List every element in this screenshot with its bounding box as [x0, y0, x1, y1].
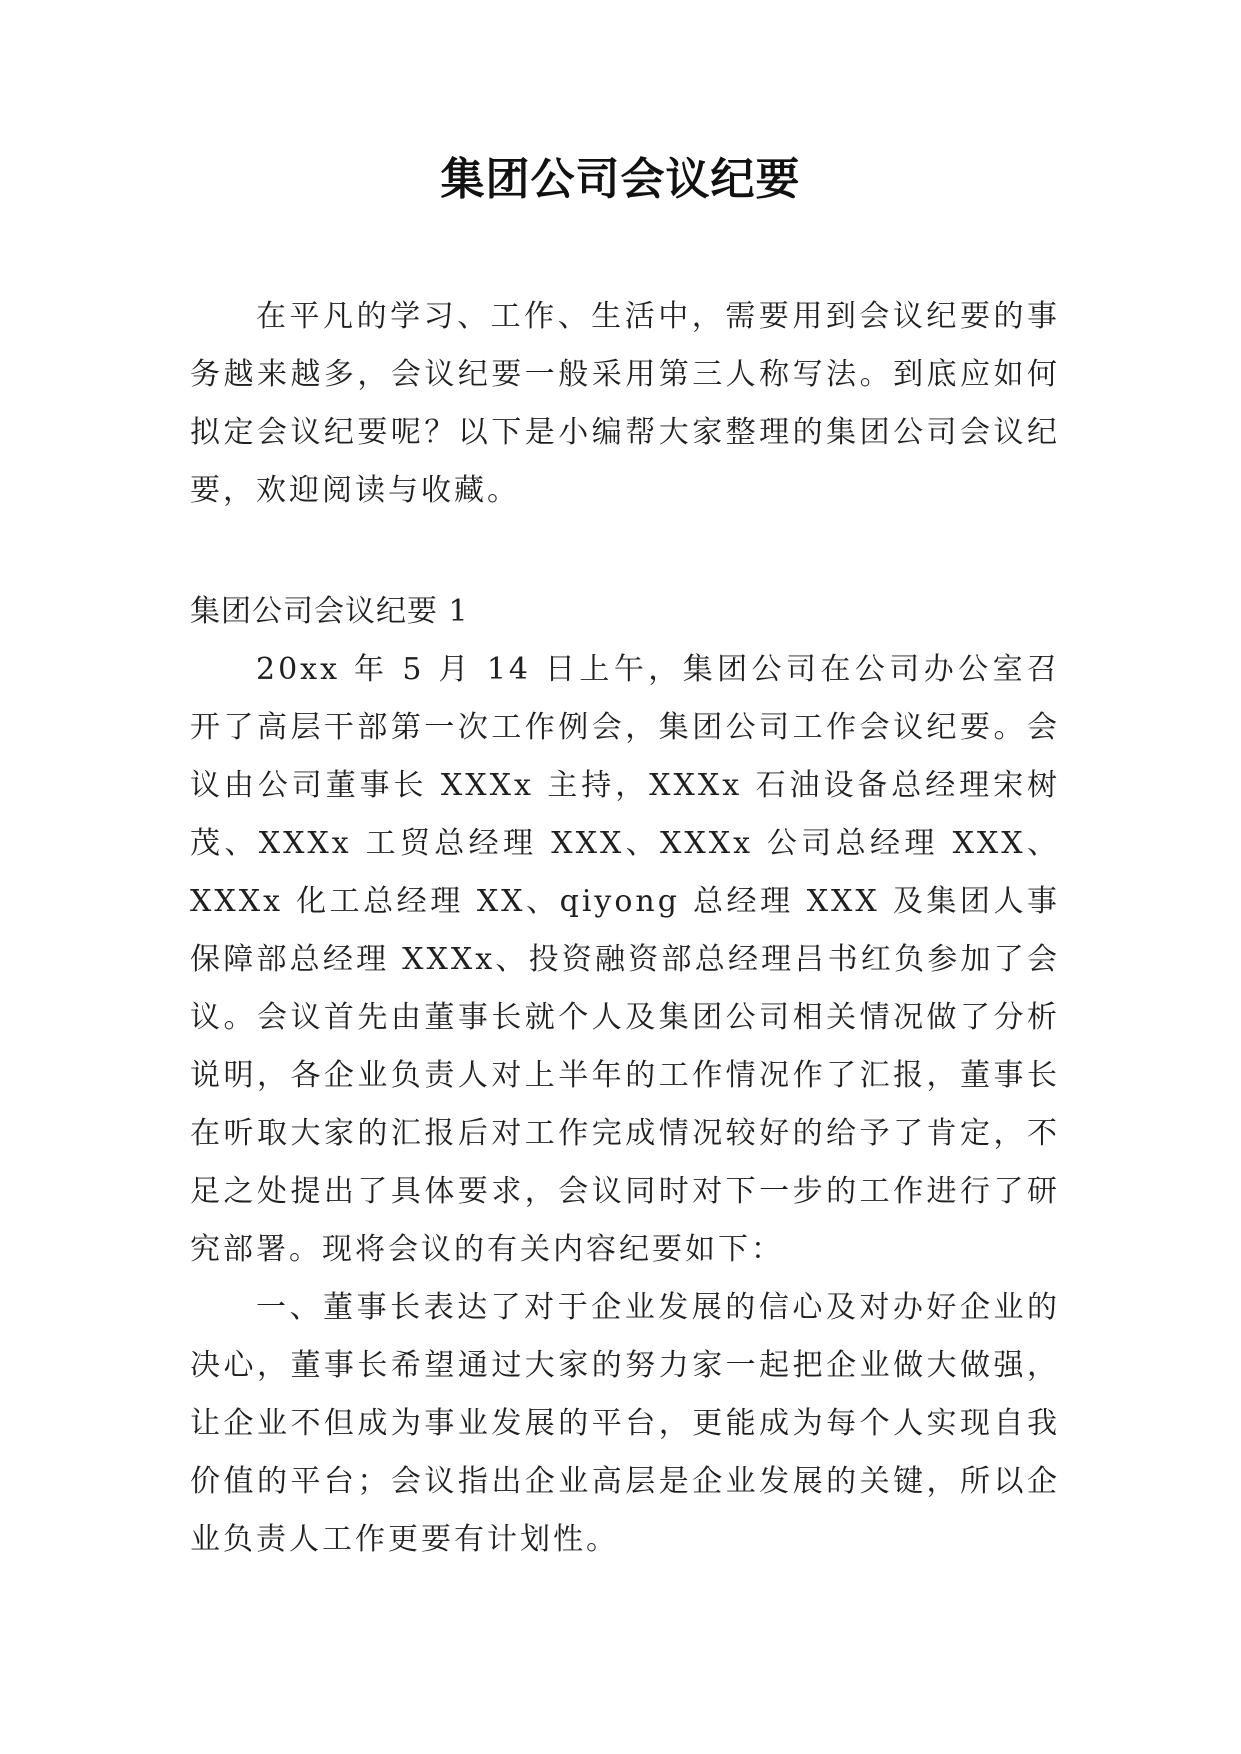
paragraph-point-one: 一、董事长表达了对于企业发展的信心及对办好企业的决心，董事长希望通过大家的努力家一起把企业做大做强，让企业不但成为事业发展的平台，更能成为每个人实现自我价值的平台；会议指出企业高层是企业发展的关键，所以企业负责人工作更要有计划性。: [190, 1290, 1060, 1557]
document-title: 集团公司会议纪要: [440, 154, 801, 205]
section-heading: 集团公司会议纪要 1: [190, 594, 469, 629]
intro-paragraph: 在平凡的学习、工作、生活中，需要用到会议纪要的事务越来越多，会议纪要一般采用第三人称写法。到底应如何拟定会议纪要呢？以下是小编帮大家整理的集团公司会议纪要，欢迎阅读与收藏。: [190, 299, 1060, 508]
paragraph-meeting-overview: 20xx 年 5 月 14 日上午，集团公司在公司办公室召开了高层干部第一次工作例会，集团公司工作会议纪要。会议由公司董事长 XXXx 主持，XXXx 石油设备总经理宋树茂、XXXx 工贸总经理 XXX、XXXx 公司总经理 XXX、XXXx 化工总经理 XX、qiyong 总经理 XXX 及集团人事保障部总经理 XXXx、投资融资部总经理吕书红负参加了会议。会议首先由董事长就个人及集团公司相关情况做了分析说明，各企业负责人对上半年的工作情况作了汇报，董事长在听取大家的汇报后对工作完成情况较好的给予了肯定，不足之处提出了具体要求，会议同时对下一步的工作进行了研究部署。现将会议的有关内容纪要如下：: [190, 652, 1060, 1267]
